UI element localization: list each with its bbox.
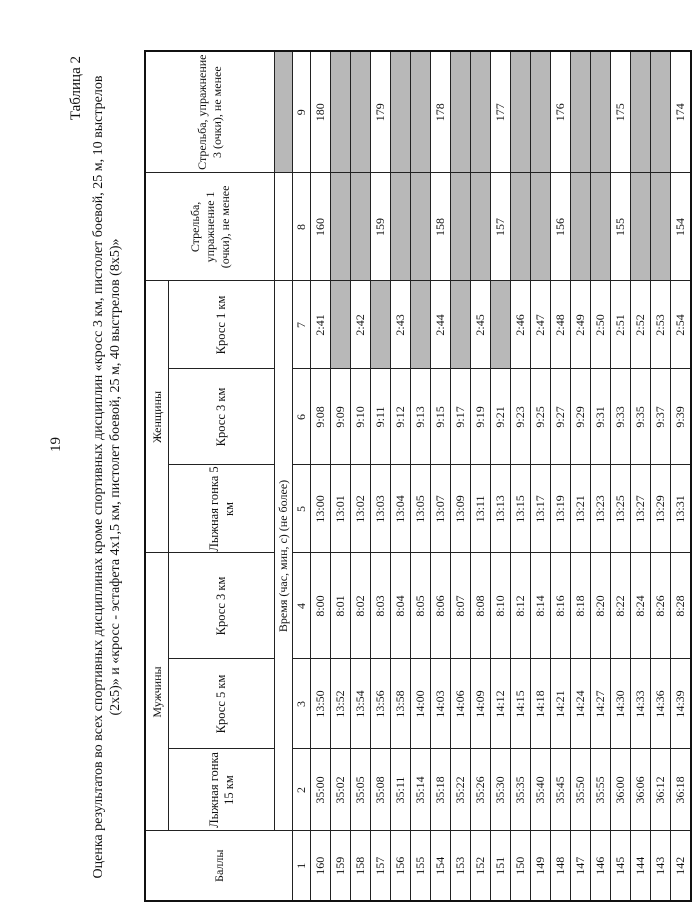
table-cell: 13:56 bbox=[371, 659, 391, 749]
table-cell bbox=[451, 173, 471, 281]
table-cell bbox=[451, 51, 471, 173]
women-header: Женщины bbox=[145, 281, 169, 553]
table-cell bbox=[351, 173, 371, 281]
table-cell bbox=[531, 173, 551, 281]
column-number: 6 bbox=[293, 369, 311, 465]
table-row bbox=[411, 51, 431, 901]
table-cell: 8:03 bbox=[371, 553, 391, 659]
table-cell: 2:52 bbox=[631, 281, 651, 369]
table-row bbox=[431, 51, 451, 901]
table-cell: 178 bbox=[431, 51, 451, 173]
table-cell bbox=[631, 173, 651, 281]
table-cell: 8:24 bbox=[631, 553, 651, 659]
table-cell: 14:09 bbox=[471, 659, 491, 749]
table-cell: 35:05 bbox=[351, 749, 371, 831]
table-cell: 13:04 bbox=[391, 465, 411, 553]
table-cell bbox=[571, 51, 591, 173]
table-row bbox=[571, 51, 591, 901]
table-cell: 8:16 bbox=[551, 553, 571, 659]
table-cell: 157 bbox=[371, 831, 391, 901]
table-cell: 156 bbox=[551, 173, 571, 281]
table-cell: 149 bbox=[531, 831, 551, 901]
table-row bbox=[591, 51, 611, 901]
table-label: Таблица 2 bbox=[68, 56, 84, 121]
table-cell: 158 bbox=[351, 831, 371, 901]
table-cell: 154 bbox=[671, 173, 692, 281]
table-cell: 13:13 bbox=[491, 465, 511, 553]
table-cell: 9:35 bbox=[631, 369, 651, 465]
table-cell: 2:48 bbox=[551, 281, 571, 369]
table-row bbox=[551, 51, 571, 901]
table-cell: 146 bbox=[591, 831, 611, 901]
table-cell bbox=[591, 173, 611, 281]
table-cell: 8:14 bbox=[531, 553, 551, 659]
table-cell: 8:02 bbox=[351, 553, 371, 659]
table-cell bbox=[511, 173, 531, 281]
table-cell: 14:27 bbox=[591, 659, 611, 749]
table-cell: 2:50 bbox=[591, 281, 611, 369]
table-cell: 9:37 bbox=[651, 369, 671, 465]
table-cell: 9:31 bbox=[591, 369, 611, 465]
table-row bbox=[451, 51, 471, 901]
table-cell: 8:01 bbox=[331, 553, 351, 659]
table-cell: 36:06 bbox=[631, 749, 651, 831]
table-cell: 14:33 bbox=[631, 659, 651, 749]
table-cell: 14:00 bbox=[411, 659, 431, 749]
table-cell bbox=[351, 51, 371, 173]
table-cell: 8:10 bbox=[491, 553, 511, 659]
table-cell: 8:26 bbox=[651, 553, 671, 659]
table-cell: 14:24 bbox=[571, 659, 591, 749]
table-cell: 9:15 bbox=[431, 369, 451, 465]
table-cell bbox=[391, 51, 411, 173]
table-cell: 8:04 bbox=[391, 553, 411, 659]
table-cell: 151 bbox=[491, 831, 511, 901]
table-cell: 9:23 bbox=[511, 369, 531, 465]
table-cell bbox=[411, 281, 431, 369]
table-cell: 174 bbox=[671, 51, 692, 173]
table-cell: 9:12 bbox=[391, 369, 411, 465]
table-cell: 36:00 bbox=[611, 749, 631, 831]
table-cell: 2:41 bbox=[311, 281, 331, 369]
table-cell: 8:07 bbox=[451, 553, 471, 659]
table-cell: 8:28 bbox=[671, 553, 692, 659]
table-cell: 153 bbox=[451, 831, 471, 901]
table-cell: 13:58 bbox=[391, 659, 411, 749]
table-cell: 14:30 bbox=[611, 659, 631, 749]
table-cell: 35:40 bbox=[531, 749, 551, 831]
table-row bbox=[391, 51, 411, 901]
column-number: 2 bbox=[293, 749, 311, 831]
table-cell: 155 bbox=[611, 173, 631, 281]
table-cell: 13:25 bbox=[611, 465, 631, 553]
table-cell: 9:17 bbox=[451, 369, 471, 465]
table-cell: 13:17 bbox=[531, 465, 551, 553]
table-row bbox=[651, 51, 671, 901]
table-cell bbox=[591, 51, 611, 173]
table-cell: 9:10 bbox=[351, 369, 371, 465]
table-row bbox=[671, 51, 692, 901]
table-cell bbox=[471, 173, 491, 281]
table-cell: 35:45 bbox=[551, 749, 571, 831]
table-cell: 9:29 bbox=[571, 369, 591, 465]
column-number: 7 bbox=[293, 281, 311, 369]
table-cell: 13:21 bbox=[571, 465, 591, 553]
table-cell: 14:36 bbox=[651, 659, 671, 749]
table-cell: 35:50 bbox=[571, 749, 591, 831]
table-cell bbox=[451, 281, 471, 369]
table-cell bbox=[531, 51, 551, 173]
table-cell: 2:54 bbox=[671, 281, 692, 369]
table-cell: 13:19 bbox=[551, 465, 571, 553]
table-cell: 147 bbox=[571, 831, 591, 901]
table-cell: 142 bbox=[671, 831, 692, 901]
table-cell bbox=[491, 281, 511, 369]
table-cell: 179 bbox=[371, 51, 391, 173]
table-cell: 8:00 bbox=[311, 553, 331, 659]
table-cell: 13:03 bbox=[371, 465, 391, 553]
table-cell: 35:35 bbox=[511, 749, 531, 831]
table-cell bbox=[511, 51, 531, 173]
table-cell: 176 bbox=[551, 51, 571, 173]
table-cell: 13:29 bbox=[651, 465, 671, 553]
table-cell bbox=[631, 51, 651, 173]
table-cell: 2:46 bbox=[511, 281, 531, 369]
women-cross1-header: Кросс 1 км bbox=[169, 281, 275, 369]
table-cell: 13:50 bbox=[311, 659, 331, 749]
table-cell: 9:25 bbox=[531, 369, 551, 465]
points-header: Баллы bbox=[145, 831, 293, 901]
table-cell bbox=[391, 173, 411, 281]
table-cell bbox=[371, 281, 391, 369]
rotated-page-content bbox=[66, 52, 687, 902]
table-cell: 2:53 bbox=[651, 281, 671, 369]
column-number: 3 bbox=[293, 659, 311, 749]
column-number: 4 bbox=[293, 553, 311, 659]
table-row bbox=[531, 51, 551, 901]
table-cell: 9:33 bbox=[611, 369, 631, 465]
table-cell: 14:12 bbox=[491, 659, 511, 749]
table-cell: 2:49 bbox=[571, 281, 591, 369]
table-cell: 8:12 bbox=[511, 553, 531, 659]
table-cell: 9:11 bbox=[371, 369, 391, 465]
men-ski-header: Лыжная гонка 15 км bbox=[169, 749, 275, 831]
table-cell: 9:19 bbox=[471, 369, 491, 465]
table-cell: 13:01 bbox=[331, 465, 351, 553]
column-number: 1 bbox=[293, 831, 311, 901]
table-cell: 13:11 bbox=[471, 465, 491, 553]
women-ski-header: Лыжная гонка 5 км bbox=[169, 465, 275, 553]
table-cell: 9:21 bbox=[491, 369, 511, 465]
table-cell: 35:26 bbox=[471, 749, 491, 831]
table-cell: 156 bbox=[391, 831, 411, 901]
table-cell bbox=[471, 51, 491, 173]
results-table bbox=[144, 50, 692, 902]
table-row bbox=[371, 51, 391, 901]
table-cell: 8:22 bbox=[611, 553, 631, 659]
men-cross5-header: Кросс 5 км bbox=[169, 659, 275, 749]
table-cell: 13:31 bbox=[671, 465, 692, 553]
table-cell: 180 bbox=[311, 51, 331, 173]
table-cell bbox=[411, 51, 431, 173]
table-cell bbox=[651, 51, 671, 173]
table-cell: 35:30 bbox=[491, 749, 511, 831]
table-cell: 2:51 bbox=[611, 281, 631, 369]
table-cell: 159 bbox=[371, 173, 391, 281]
table-cell bbox=[331, 281, 351, 369]
shaded-cell bbox=[275, 51, 293, 173]
shoot3-header bbox=[145, 51, 275, 173]
table-cell: 35:08 bbox=[371, 749, 391, 831]
table-cell: 36:18 bbox=[671, 749, 692, 831]
table-cell: 8:18 bbox=[571, 553, 591, 659]
table-cell: 160 bbox=[311, 173, 331, 281]
shoot3-header-label: Стрельба, упражнение 3 (очки), не менее bbox=[195, 54, 224, 170]
column-number: 8 bbox=[293, 173, 311, 281]
table-row bbox=[351, 51, 371, 901]
column-number: 5 bbox=[293, 465, 311, 553]
table-cell: 9:09 bbox=[331, 369, 351, 465]
table-cell: 13:52 bbox=[331, 659, 351, 749]
table-cell bbox=[651, 173, 671, 281]
table-cell: 13:05 bbox=[411, 465, 431, 553]
table-cell: 154 bbox=[431, 831, 451, 901]
table-cell: 8:08 bbox=[471, 553, 491, 659]
table-cell: 35:14 bbox=[411, 749, 431, 831]
table-cell: 9:27 bbox=[551, 369, 571, 465]
table-row bbox=[471, 51, 491, 901]
table-body bbox=[311, 51, 692, 901]
table-cell: 35:02 bbox=[331, 749, 351, 831]
table-cell: 2:44 bbox=[431, 281, 451, 369]
table-caption: Оценка результатов во всех спортивных дисциплинах кроме спортивных дисциплин «кросс 3 км, пистолет боевой, 25 м, 10 выстрелов (2х5)» и «кросс - эстафета 4х1,5 км, пистолет боевой, 25 м, 40 выстрелов (8х5)» bbox=[91, 75, 123, 879]
table-cell: 13:09 bbox=[451, 465, 471, 553]
table-cell: 35:22 bbox=[451, 749, 471, 831]
table-cell: 177 bbox=[491, 51, 511, 173]
column-number: 9 bbox=[293, 51, 311, 173]
table-cell: 35:18 bbox=[431, 749, 451, 831]
men-header: Мужчины bbox=[145, 553, 169, 831]
table-cell: 145 bbox=[611, 831, 631, 901]
table-cell: 144 bbox=[631, 831, 651, 901]
table-cell: 13:23 bbox=[591, 465, 611, 553]
table-cell: 9:39 bbox=[671, 369, 692, 465]
table-cell: 8:06 bbox=[431, 553, 451, 659]
table-cell: 157 bbox=[491, 173, 511, 281]
men-cross3-header: Кросс 3 км bbox=[169, 553, 275, 659]
table-cell: 35:11 bbox=[391, 749, 411, 831]
column-number-row bbox=[293, 51, 311, 901]
table-row bbox=[611, 51, 631, 901]
table-cell bbox=[571, 173, 591, 281]
table-cell: 13:54 bbox=[351, 659, 371, 749]
table-cell: 2:45 bbox=[471, 281, 491, 369]
table-cell: 155 bbox=[411, 831, 431, 901]
table-cell: 35:55 bbox=[591, 749, 611, 831]
table-cell: 14:21 bbox=[551, 659, 571, 749]
table-cell: 9:08 bbox=[311, 369, 331, 465]
table-row bbox=[631, 51, 651, 901]
table-cell: 14:39 bbox=[671, 659, 692, 749]
women-cross3-header: Кросс 3 км bbox=[169, 369, 275, 465]
table-cell: 150 bbox=[511, 831, 531, 901]
table-cell: 14:18 bbox=[531, 659, 551, 749]
table-cell: 158 bbox=[431, 173, 451, 281]
table-cell: 36:12 bbox=[651, 749, 671, 831]
table-cell: 14:15 bbox=[511, 659, 531, 749]
table-cell: 8:05 bbox=[411, 553, 431, 659]
table-cell: 13:15 bbox=[511, 465, 531, 553]
table-cell: 152 bbox=[471, 831, 491, 901]
table-cell: 143 bbox=[651, 831, 671, 901]
table-cell: 2:43 bbox=[391, 281, 411, 369]
page-number: 19 bbox=[48, 437, 64, 452]
shoot1-header bbox=[145, 173, 275, 281]
table-cell: 2:47 bbox=[531, 281, 551, 369]
blank-cell bbox=[275, 173, 293, 281]
time-unit-header: Время (час, мин, с) (не более) bbox=[275, 281, 293, 831]
table-cell: 175 bbox=[611, 51, 631, 173]
table-cell: 14:06 bbox=[451, 659, 471, 749]
shoot1-header-label: Стрельба, упражнение 1 (очки), не менее bbox=[187, 185, 232, 269]
table-row bbox=[331, 51, 351, 901]
table-cell: 148 bbox=[551, 831, 571, 901]
table-cell: 35:00 bbox=[311, 749, 331, 831]
table-cell: 13:00 bbox=[311, 465, 331, 553]
table-row bbox=[311, 51, 331, 901]
table-row bbox=[491, 51, 511, 901]
table-cell: 159 bbox=[331, 831, 351, 901]
table-cell bbox=[411, 173, 431, 281]
table-cell bbox=[331, 51, 351, 173]
table-cell: 14:03 bbox=[431, 659, 451, 749]
table-cell: 160 bbox=[311, 831, 331, 901]
table-cell: 8:20 bbox=[591, 553, 611, 659]
table-cell: 13:02 bbox=[351, 465, 371, 553]
table-cell: 13:27 bbox=[631, 465, 651, 553]
table-cell bbox=[331, 173, 351, 281]
table-cell: 2:42 bbox=[351, 281, 371, 369]
table-cell: 13:07 bbox=[431, 465, 451, 553]
table-cell: 9:13 bbox=[411, 369, 431, 465]
table-row bbox=[511, 51, 531, 901]
